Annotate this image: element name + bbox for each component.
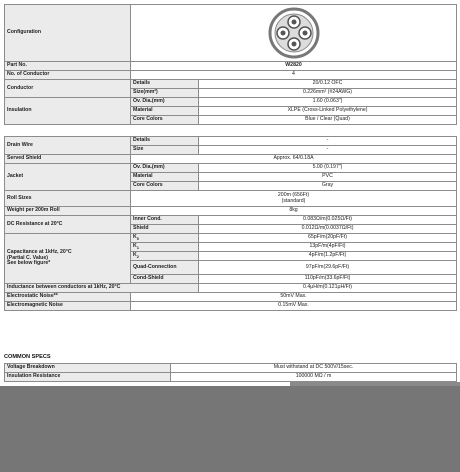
cable-diagram-icon	[268, 7, 320, 59]
insulation-od-label: Ov. Dia.(mm)	[131, 98, 199, 107]
roll-sizes-line1: 200m (656Ft)	[277, 192, 310, 199]
insulation-colors-value: Blue / Clear (Quad)	[199, 116, 457, 125]
drain-wire-label: Drain Wire	[5, 137, 131, 155]
k2-label	[131, 252, 199, 261]
insulation-material-label: Material	[131, 107, 199, 116]
inductance-value: 0.4μH/m(0.121μH/Ft)	[199, 284, 457, 293]
capacitance-label	[5, 234, 131, 284]
table-row	[5, 364, 457, 373]
quad-connection-label: Quad-Connection	[131, 261, 199, 275]
cond-shield-label: Cond-Shield	[131, 275, 199, 284]
inductance-label: Inductance between conductors at 1kHz, 20°C	[5, 284, 199, 293]
table-row	[5, 373, 457, 382]
k1-letter: K	[133, 242, 137, 249]
common-specs-title: COMMON SPECS	[4, 354, 51, 360]
dc-inner-value: 0.083Ω/m(0.025Ω/Ft)	[199, 216, 457, 225]
conductor-size-value: 0.226mm² (#24AWG)	[199, 89, 457, 98]
insulation-od-value: 1.60 (0.063")	[199, 98, 457, 107]
part-no-value: W2820	[131, 62, 457, 71]
part-no-label: Part No.	[5, 62, 131, 71]
served-shield-label: Served Shield	[5, 155, 131, 164]
conductor-label: Conductor	[5, 80, 131, 98]
drain-details-label: Details	[131, 137, 199, 146]
table-row	[5, 191, 457, 207]
table-row	[5, 164, 457, 173]
conductor-details-label: Details	[131, 80, 199, 89]
drain-size-label: Size	[131, 146, 199, 155]
insulation-label: Insulation	[5, 98, 131, 125]
conductor-details-value: 20/0.12 OFC	[199, 80, 457, 89]
jacket-od-label: Ov. Dia.(mm)	[131, 164, 199, 173]
conductor-size-label: Size(mm²)	[131, 89, 199, 98]
table-row	[5, 216, 457, 225]
k0-subscript: 0	[136, 235, 139, 241]
dc-resistance-label: DC Resistance at 20°C	[5, 216, 131, 234]
insulation-resistance-value: 100000 MΩ / m	[171, 373, 457, 382]
dc-shield-label: Shield	[131, 225, 199, 234]
gray-footer-block	[0, 386, 460, 472]
k2-subscript: 2	[136, 253, 139, 259]
k1-subscript: 1	[136, 244, 139, 250]
capacitance-label-line3: See below figure*	[7, 260, 51, 267]
k1-label	[131, 243, 199, 252]
capacitance-label-line1: Capacitance at 1kHz, 20°C	[7, 249, 72, 256]
k1-value: 13pF/m(4pF/Ft)	[199, 243, 457, 252]
table-row	[5, 137, 457, 146]
voltage-breakdown-value: Must withstand at DC 500V/15sec.	[171, 364, 457, 373]
cond-shield-value: 110pF/m(33.6pF/Ft)	[199, 275, 457, 284]
k0-value: 65pF/m(20pF/Ft)	[199, 234, 457, 243]
served-shield-value: Approx. 64/0.18A	[131, 155, 457, 164]
table-row	[5, 207, 457, 216]
conductor-count-label: No. of Conductor	[5, 71, 131, 80]
electromagnetic-value: 0.15mV Max.	[131, 302, 457, 311]
jacket-colors-label: Core Colors	[131, 182, 199, 191]
table-row	[5, 284, 457, 293]
insulation-colors-label: Core Colors	[131, 116, 199, 125]
voltage-breakdown-label: Voltage Breakdown	[5, 364, 171, 373]
weight-value: 8kg	[131, 207, 457, 216]
quad-connection-value: 97pF/m(29.6pF/Ft)	[199, 261, 457, 275]
k0-letter: K	[133, 233, 137, 240]
k0-label	[131, 234, 199, 243]
spec-table-secondary	[4, 136, 457, 311]
drain-details-value: -	[199, 137, 457, 146]
weight-label: Weight per 200m Roll	[5, 207, 131, 216]
jacket-material-label: Material	[131, 173, 199, 182]
table-row	[5, 155, 457, 164]
k2-letter: K	[133, 251, 137, 258]
cable-cross-section	[131, 5, 457, 62]
table-row	[5, 62, 457, 71]
table-row	[5, 5, 457, 62]
conductor-count-value: 4	[131, 71, 457, 80]
jacket-material-value: PVC	[199, 173, 457, 182]
electrostatic-label: Electrostatic Noise**	[5, 293, 131, 302]
jacket-od-value: 5.00 (0.197")	[199, 164, 457, 173]
table-row	[5, 71, 457, 80]
electromagnetic-label: Electromagnetic Noise	[5, 302, 131, 311]
dc-shield-value: 0.012Ω/m(0.0037Ω/Ft)	[199, 225, 457, 234]
k2-value: 4pF/m(1.2pF/Ft)	[199, 252, 457, 261]
table-row	[5, 234, 457, 243]
jacket-label: Jacket	[5, 164, 131, 191]
table-row	[5, 98, 457, 107]
roll-sizes-label: Roll Sizes	[5, 191, 131, 207]
spec-table-main	[4, 4, 457, 125]
jacket-colors-value: Gray	[199, 182, 457, 191]
common-specs-table	[4, 363, 457, 382]
table-row	[5, 293, 457, 302]
electrostatic-value: 50mV Max.	[131, 293, 457, 302]
table-row	[5, 302, 457, 311]
roll-sizes-value	[131, 191, 457, 207]
capacitance-label-line2: (Partial C. Value)	[7, 254, 48, 261]
roll-sizes-line2: (standard)	[281, 197, 306, 204]
table-row	[5, 80, 457, 89]
dc-inner-label: Inner Cond.	[131, 216, 199, 225]
config-label: Configuration	[5, 5, 131, 62]
drain-size-value: -	[199, 146, 457, 155]
insulation-material-value: XLPE (Cross-Linked Polyethylene)	[199, 107, 457, 116]
insulation-resistance-label: Insulation Resistance	[5, 373, 171, 382]
